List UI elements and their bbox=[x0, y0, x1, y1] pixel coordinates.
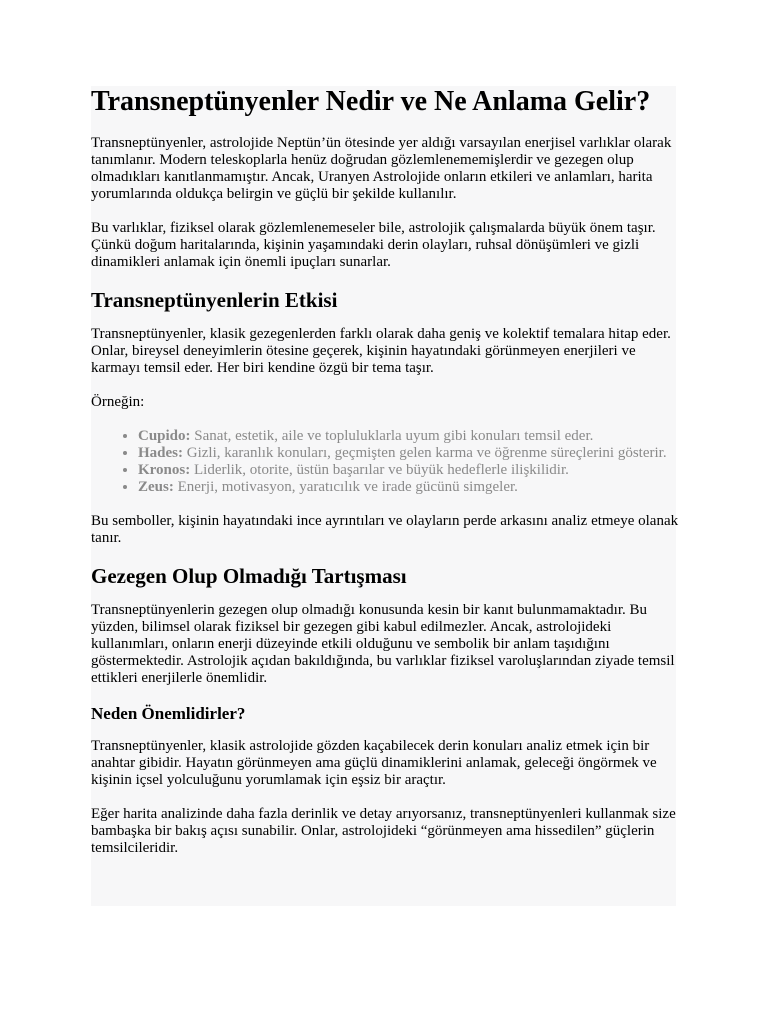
section-heading-planet-debate: Gezegen Olup Olmadığı Tartışması bbox=[91, 564, 407, 588]
list-item-desc: Gizli, karanlık konuları, geçmişten gelen karma ve öğrenme süreçlerini gösterir. bbox=[183, 445, 667, 461]
effect-paragraph: Transneptünyenler, klasik gezegenlerden farklı olarak daha geniş ve kolektif temalara hitap eder. Onlar, bireysel deneyimlerin ötesine geçerek, kişinin hayatındaki görünmeyen enerjileri ve karmayı temsil eder. Her biri kendine özgü bir tema taşır. bbox=[91, 326, 671, 376]
section-heading-effect: Transneptünyenlerin Etkisi bbox=[91, 288, 338, 312]
importance-paragraph-1: Transneptünyenler, klasik astrolojide gözden kaçabilecek derin konuları analiz etmek için bir anahtar gibidir. Hayatın görünmeyen ama güçlü dinamiklerini anlamak, geleceği öngörmek ve kişinin içsel yolculuğunu yorumlamak için eşsiz bir araçtır. bbox=[91, 738, 657, 788]
list-item bbox=[138, 445, 679, 462]
planet-debate-paragraph: Transneptünyenlerin gezegen olup olmadığı konusunda kesin bir kanıt bulunmamaktadır. Bu yüzden, bilimsel olarak fiziksel bir gezegen gibi kabul edilmezler. Ancak, astrolojideki kullanımları, onların enerji düzeyinde etkili olduğunu ve sembolik bir anlam taşıdığını göstermektedir. Astrolojik açıdan bakıldığında, bu varlıklar fiziksel varoluşlarından ziyade temsil ettikleri enerjilerle önemlidir. bbox=[91, 602, 675, 686]
importance-paragraph-2: Eğer harita analizinde daha fazla derinlik ve detay arıyorsanız, transneptünyenleri kullanmak size bambaşka bir bakış açısı sunabilir. Onlar, astrolojideki “görünmeyen ama hissedilen” güçlerin temsilcileridir. bbox=[91, 806, 676, 856]
list-item bbox=[138, 428, 679, 445]
list-item-desc: Sanat, estetik, aile ve topluluklarla uyum gibi konuları temsil eder. bbox=[190, 428, 594, 444]
list-item-name: Hades: bbox=[138, 445, 183, 461]
symbols-paragraph: Bu semboller, kişinin hayatındaki ince ayrıntıları ve olayların perde arkasını analiz etmeye olanak tanır. bbox=[91, 513, 679, 546]
section-heading-importance: Neden Önemlidirler? bbox=[91, 704, 246, 723]
intro-paragraph-1: Transneptünyenler, astrolojide Neptün’ün ötesinde yer aldığı varsayılan enerjisel varlıklar olarak tanımlanır. Modern teleskoplarla henüz doğrudan gözlemlenememişlerdir ve gezegen olup olmadıkları kanıtlanmamıştır. Ancak, Uranyen Astrolojide onların etkileri ve anlamları, harita yorumlarında oldukça belirgin ve güçlü bir şekilde kullanılır. bbox=[91, 135, 672, 202]
list-item-name: Kronos: bbox=[138, 462, 191, 478]
article-content bbox=[91, 86, 679, 874]
list-item bbox=[138, 462, 679, 479]
intro-paragraph-2: Bu varlıklar, fiziksel olarak gözlemlenemeseler bile, astrolojik çalışmalarda büyük önem taşır. Çünkü doğum haritalarında, kişinin yaşamındaki derin olayları, ruhsal dönüşümleri ve gizli dinamikleri anlamak için önemli ipuçları sunarlar. bbox=[91, 220, 656, 270]
list-item-desc: Enerji, motivasyon, yaratıcılık ve irade gücünü simgeler. bbox=[173, 479, 518, 495]
example-label: Örneğin: bbox=[91, 394, 145, 410]
symbol-list bbox=[91, 428, 679, 496]
list-item-name: Zeus: bbox=[138, 479, 174, 495]
list-item-desc: Liderlik, otorite, üstün başarılar ve büyük hedeflerle ilişkilidir. bbox=[190, 462, 569, 478]
list-item bbox=[138, 479, 679, 496]
article-title: Transneptünyenler Nedir ve Ne Anlama Gelir? bbox=[91, 86, 651, 117]
list-item-name: Cupido: bbox=[138, 428, 191, 444]
